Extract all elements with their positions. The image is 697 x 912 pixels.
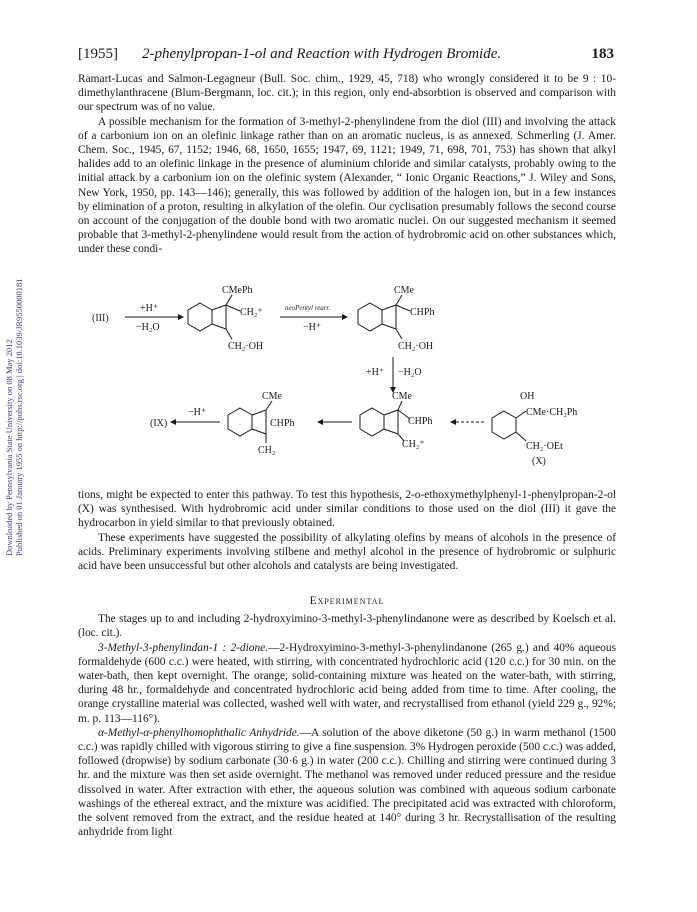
arrow-2-bottom: −H⁺ <box>303 322 322 333</box>
page-number: 183 <box>591 46 614 62</box>
structure-4 <box>360 391 432 450</box>
arrow-3-head <box>170 419 176 425</box>
s5-right: CMe·CH₂Ph <box>526 407 578 418</box>
s5-top: OH <box>520 391 535 402</box>
label-iii: (III) <box>92 313 109 324</box>
s1-right: CH₂⁺ <box>240 307 263 318</box>
arrow-2-top: neoPentyl rearr. <box>285 304 331 312</box>
s4-right: CHPh <box>408 416 433 427</box>
body-top <box>78 72 616 257</box>
scheme-svg <box>80 281 620 481</box>
arrow-3-top: −H⁺ <box>188 407 207 418</box>
experimental-section <box>78 594 616 839</box>
arrow-5-head <box>450 419 456 425</box>
s2-right: CHPh <box>410 307 435 318</box>
s2-top: CMe <box>394 285 414 296</box>
s3-right: CHPh <box>270 418 295 429</box>
download-sidebar <box>4 198 24 558</box>
para6-body: —2-Hydroxyimino-3-methyl-3-phenylindanone (265 g.) and 40% aqueous formaldehyde (600 c.c.) were heated, with stirring, with concentrated hydrochloric acid (120 c.c.) for 30 min. on the water-bath, then kept overnight. The orange, solid-containing mixture was heated on the water-bath, with stirring, during 48 hr., formaldehyde and concentrated hydrochloric acid being added from time to time. After cooling, the orange crystalline material was collected, washed well with water, and recrystallised from ethanol (yield 229 g., 92%; m. p. 113—116°). <box>78 641 617 725</box>
arrow-2-head <box>342 314 348 320</box>
structure-3 <box>228 391 294 456</box>
paragraph-5: The stages up to and including 2-hydroxyimino-3-methyl-3-phenylindanone were as described by Koelsch et al. (loc. cit.). <box>78 613 616 640</box>
para7-body: —A solution of the above diketone (50 g.) in warm methanol (1500 c.c.) was rapidly chilled with vigorous stirring to give a fine suspension. 3% Hydrogen peroxide (500 c.c.) was added, followed (dropwise) by sodium carbonate (30·6 g.) in water (200 c.c.). Chilling and stirring were continued during 3 hr. and the mixture was then set aside overnight. The methanol was removed under reduced pressure and the residue dissolved in water. After extraction with ether, the aqueous solution was combined with aqueous sodium carbonate washings of the ethereal extract, and the mixture was acidified. The precipitated acid was extracted with chloroform, the solvent removed from the extract, and the residue heated at 140° during 3 hr. Recrystallisation of the resulting anhydride from light <box>78 726 616 839</box>
structure-5 <box>492 391 577 467</box>
paragraph-2: A possible mechanism for the formation of 3-methyl-2-phenylindene from the diol (III) and involving the attack of a carbonium ion on an olefinic linkage rather than on an aromatic nucleus, is as annexed. Schmerling (J. Amer. Chem. Soc., 1945, 67, 1152; 1946, 68, 1650, 1655; 1947, 69, 1121; 1949, 71, 698, 701, 753) has shown that alkyl halides add to an olefinic linkage in the presence of aluminium chloride and similar catalysts, probably owing to the initial attack by a carbonium ion on the olefinic system (Alexander, “ Ionic Organic Reactions,” J. Wiley and Sons, New York, 1950, pp. 143—146); generally, this was followed by addition of the halogen ion, but in a few instances by elimination of a proton, resulting in alkylation of the olefin. Our cyclisation presumably follows the second course on account of the conjugation of the double bond with two aromatic nuclei. On our suggested mechanism it seemed probable that 3-methyl-2-phenylindene would result from the action of hydrobromic acid on other substances which, under these condi- <box>78 115 616 256</box>
sidebar-published-link[interactable]: Published on 01 January 1955 on http://pubs.rsc.org | doi:10.1039/JR9550000181 <box>14 278 24 556</box>
header-title: 2-phenylpropan-1-ol and Reaction with Hydrogen Bromide. <box>142 46 502 62</box>
experimental-heading: Experimental <box>309 595 385 607</box>
sidebar-downloaded-link[interactable]: Downloaded by Pennsylvania State University on 08 May 2012 <box>4 339 14 556</box>
paragraph-7 <box>78 726 616 840</box>
arrow-1-head <box>178 314 184 320</box>
paragraph-4: These experiments have suggested the possibility of alkylating olefins by means of alcohols in the presence of acids. Preliminary experiments involving stilbene and methyl alcohol in the presence of hydrobromic or sulphuric acid have been unsuccessful but other alcohols and catalysts are being investigated. <box>78 531 616 573</box>
s1-top: CMePh <box>222 285 253 296</box>
label-ix: (IX) <box>150 418 168 429</box>
s5-bottom: CH₂·OEt <box>526 441 563 452</box>
arrow-down-right: −H₂O <box>398 367 422 378</box>
running-header <box>78 46 614 66</box>
s1-bottom: CH₂·OH <box>228 341 264 352</box>
s4-bottom: CH₂⁺ <box>402 439 425 450</box>
arrow-down-left: +H⁺ <box>366 367 385 378</box>
reaction-scheme <box>80 281 620 481</box>
paragraph-3: tions, might be expected to enter this pathway. To test this hypothesis, 2-o-ethoxymethylphenyl-1-phenylpropan-2-ol (X) was synthesised. With hydrobromic acid under similar conditions to those used on the diol (III) it gave the hydrocarbon in yield similar to that previously obtained. <box>78 489 616 530</box>
s4-top: CMe <box>392 391 412 402</box>
body-middle <box>78 488 616 573</box>
header-year: [1955] <box>78 46 118 62</box>
label-x: (X) <box>532 456 546 467</box>
structure-2 <box>358 285 434 352</box>
structure-1 <box>188 285 263 352</box>
paragraph-1: Ramart-Lucas and Salmon-Legagneur (Bull. Soc. chim., 1929, 45, 718) who wrongly considered it to be 9 : 10-dimethylanthracene (Blum-Bergmann, loc. cit.); in this region, only end-absorbtion is observed and comparison with our spectrum was of no value. <box>78 73 616 114</box>
arrow-1-top: +H⁺ <box>140 303 159 314</box>
s3-top: CMe <box>262 391 282 402</box>
para6-title: 3-Methyl-3-phenylindan-1 : 2-dione. <box>98 641 269 654</box>
arrow-1-bottom: −H₂O <box>136 322 160 333</box>
paragraph-6 <box>78 641 616 726</box>
para7-title: α-Methyl-α-phenylhomophthalic Anhydride. <box>98 726 300 739</box>
s3-bottom: CH₂ <box>258 445 276 456</box>
s2-bottom: CH₂·OH <box>398 341 434 352</box>
arrow-4-head <box>317 419 323 425</box>
